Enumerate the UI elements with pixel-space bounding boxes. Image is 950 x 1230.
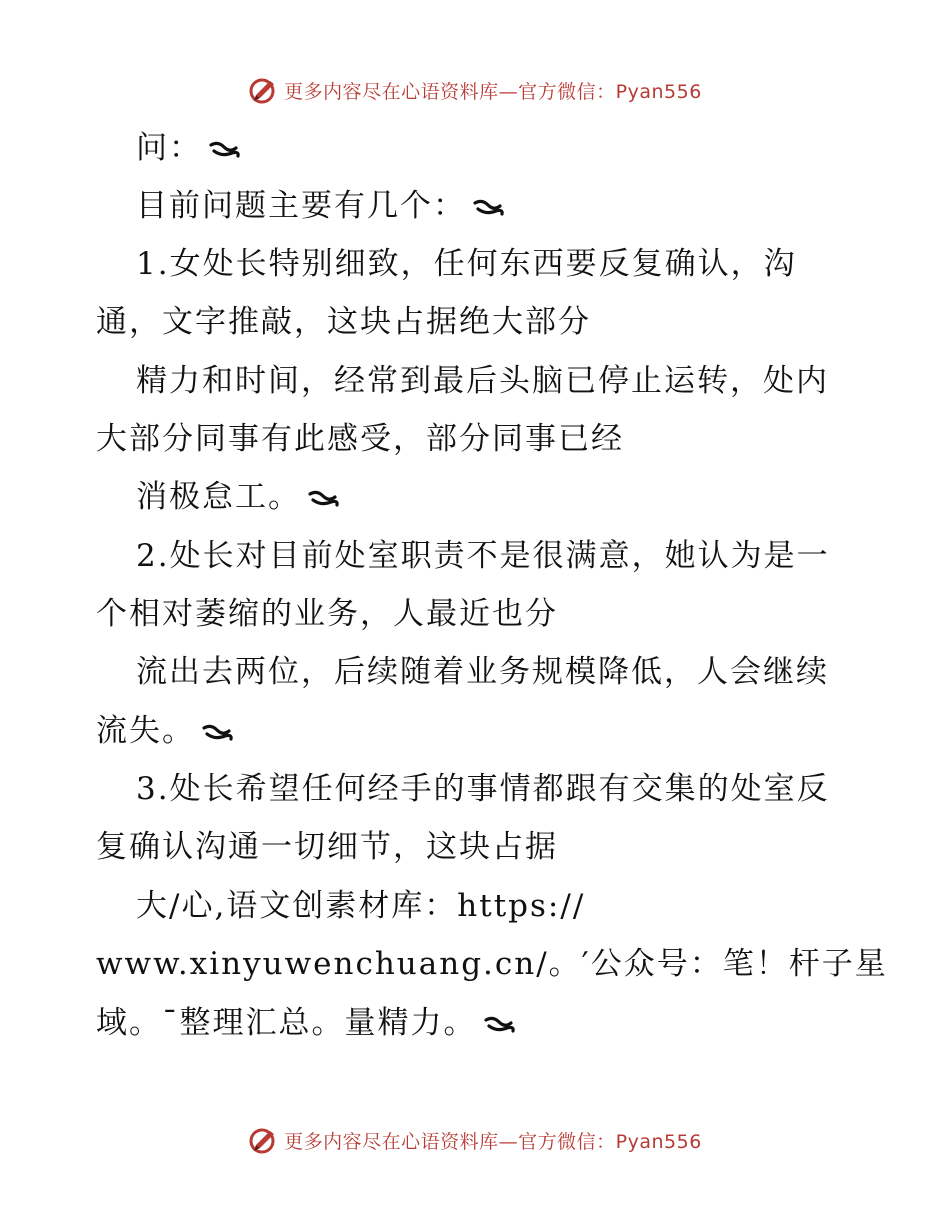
paragraph-mark-icon: [483, 1014, 517, 1036]
body-line-4: 通，文字推敲，这块占据绝大部分: [96, 304, 591, 340]
paragraph-mark-icon: [208, 139, 242, 161]
footer-banner-text: 更多内容尽在心语资料库—官方微信：Pyan556: [284, 1130, 702, 1153]
body-line-12: 3.处长希望任何经手的事情都跟有交集的处室反: [136, 771, 830, 807]
header-banner-text: 更多内容尽在心语资料库—官方微信：Pyan556: [284, 80, 702, 103]
body-line-11: 流失。: [96, 711, 235, 751]
body-line-13: 复确认沟通一切细节，这块占据: [96, 829, 558, 865]
paragraph-mark-icon: [472, 197, 506, 219]
body-line-3: 1.女处长特别细致，任何东西要反复确认，沟: [136, 246, 797, 282]
paragraph-mark-icon: [307, 488, 341, 510]
body-line-6: 大部分同事有此感受，部分同事已经: [96, 421, 624, 457]
body-line-8: 2.处长对目前处室职责不是很满意，她认为是一: [136, 538, 830, 574]
body-line-5: 精力和时间，经常到最后头脑已停止运转，处内: [136, 363, 829, 399]
body-line-7: 消极怠工。: [136, 477, 341, 517]
body-line-14: 大/心,语文创素材库：https://: [136, 888, 586, 924]
body-line-9: 个相对萎缩的业务，人最近也分: [96, 596, 558, 632]
body-line-2: 目前问题主要有几个：: [136, 186, 506, 226]
body-line-15: www.xinyuwenchuang.cn/。′公众号：笔！杆子星: [96, 946, 888, 982]
body-line-10: 流出去两位，后续随着业务规模降低，人会继续: [136, 654, 829, 690]
body-line-1: 问：: [136, 128, 242, 168]
footer-banner: [0, 1120, 950, 1160]
paragraph-mark-icon: [201, 722, 235, 744]
pen-circle-logo-icon: [248, 1125, 278, 1155]
body-line-16: 域。¯整理汇总。量精力。: [96, 1003, 517, 1043]
